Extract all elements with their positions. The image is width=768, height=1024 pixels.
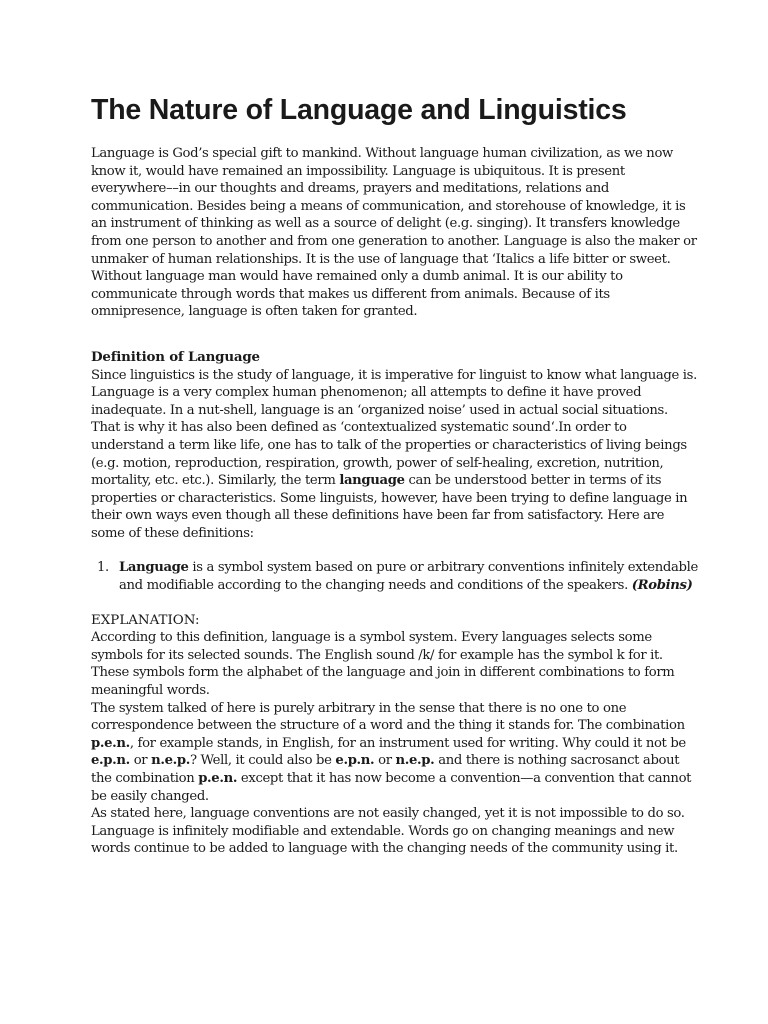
explanation-heading: EXPLANATION: [91,612,200,628]
definition-paragraph [91,367,698,543]
bold-term: e.p.n. [91,753,130,769]
text-run: , for example stands, in English, for an instrument used for writing. Why could it not be [129,735,686,751]
definition-heading: Definition of Language [91,348,260,365]
explanation-paragraph-3: As stated here, language conventions are not easily changed, yet it is not impossible to do so. Language is infinitely modifiable and extendable. Words go on changing meanings and new words continue to be added to language with the changing needs of the community using it. [91,806,685,857]
text-run: The system talked of here is purely arbitrary in the sense that there is no one to one correspondence between the structure of a word and the thing it stands for. The combination [91,700,685,734]
list-item-number: 1. [97,560,109,576]
page-title: The Nature of Language and Linguistics [91,94,627,126]
text-run: and there is nothing sacrosanct about the combination [91,753,680,786]
list-item-term: Language [119,560,189,576]
definition-text-before: Since linguistics is the study of language, it is imperative for linguist to know what language is. Language is a very complex human phenomenon; all attempts to define it have proved inadequate. In a nut-shell, language is an ‘organized noise’ used in actual social situations. That is why it has also been defined as ‘contextualized systematic sound‘.In order to understand a term like life, one has to talk of the properties or characteristics of living beings (e.g. motion, reproduction, respiration, growth, power of self-healing, excretion, nutrition, mortality, etc. etc.). Similarly, the term [91,367,697,489]
text-run: or [129,753,152,769]
text-run: except that it has now become a convention—a convention that cannot be easily changed. [91,771,692,804]
list-item-source: (Robins) [631,578,693,594]
bold-term: e.p.n. [335,753,375,769]
text-run: or [374,753,396,769]
list-item-body [119,559,698,594]
text-run: ? Well, it could also be [189,753,336,769]
definition-list-item [91,559,698,594]
bold-term: p.e.n. [198,771,238,786]
definition-term: language [339,473,405,489]
bold-term: p.e.n. [91,735,130,751]
bold-term: n.e.p. [395,753,435,769]
intro-paragraph: Language is God’s special gift to mankind. Without language human civilization, as we now know it, would have remained an impossibility. Language is ubiquitous. It is present everywhere––in our thoughts and dreams, prayers and meditations, relations and communication. Besides being a means of communication, and storehouse of knowledge, it is an instrument of thinking as well as a source of delight (e.g. singing). It transfers knowledge from one person to another and from one generation to another. Language is also the maker or unmaker of human relationships. It is the use of language that ‘Italics a life bitter or sweet. Without language man would have remained only a dumb animal. It is our ability to communicate through words that makes us different from animals. Because of its omnipresence, language is often taken for granted. [91,146,697,320]
bold-term: n.e.p. [151,753,190,769]
definition-text-after: can be understood better in terms of its properties or characteristics. Some linguists, however, have been trying to define language in their own ways even though all these definitions have been far from satisfactory. Here are some of these definitions: [91,473,688,541]
list-item-text: is a symbol system based on pure or arbitrary conventions infinitely extendable and modifiable according to the changing needs and conditions of the speakers. [119,560,698,594]
explanation-paragraph-2 [91,700,698,806]
explanation-paragraph-1: According to this definition, language is a symbol system. Every languages selects some symbols for its selected sounds. The English sound /k/ for example has the symbol k for it. These symbols form the alphabet of the language and join in different combinations to form meaningful words. [91,630,675,699]
